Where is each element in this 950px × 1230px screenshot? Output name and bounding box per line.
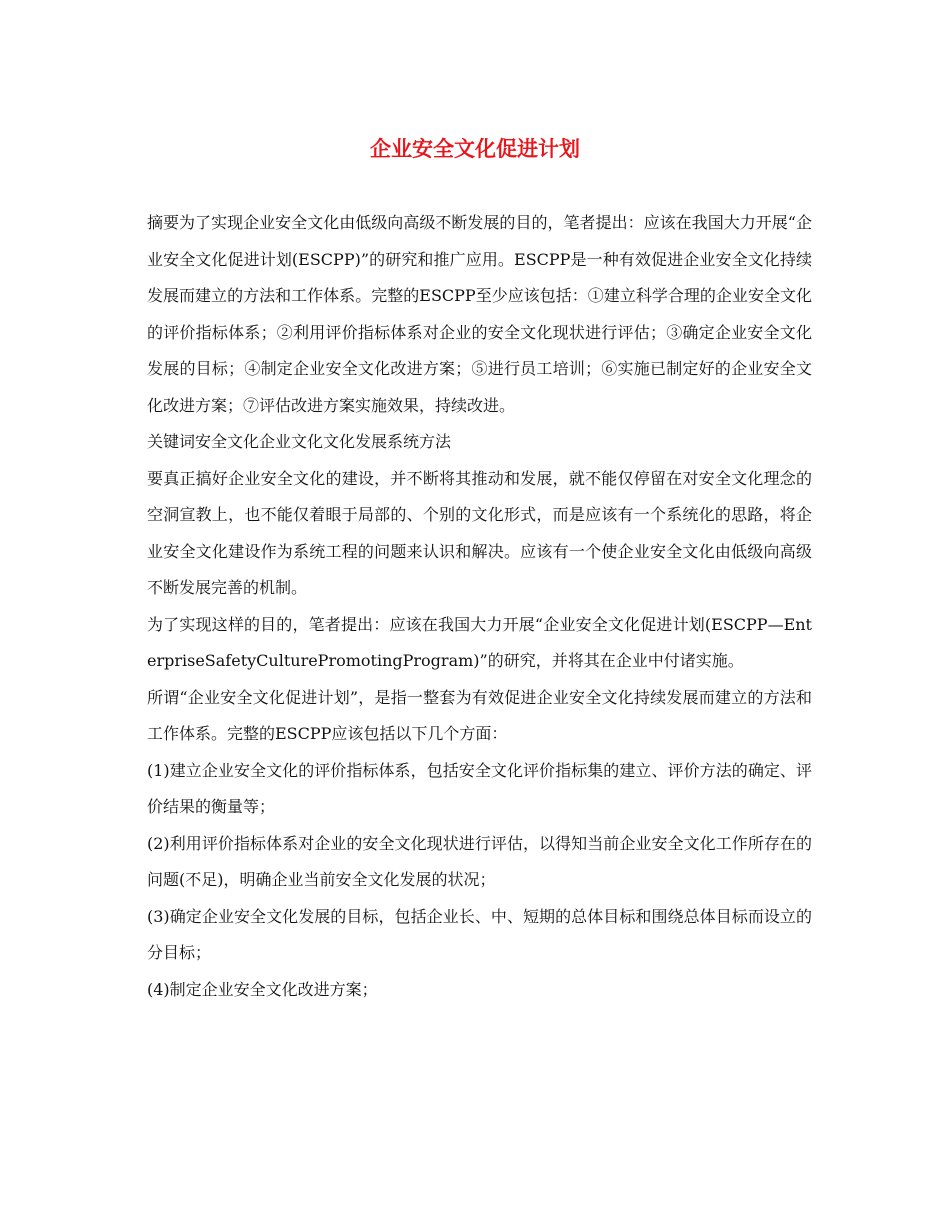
- list-item: (3)确定企业安全文化发展的目标，包括企业长、中、短期的总体目标和围绕总体目标而设立的分目标；: [147, 906, 812, 962]
- document-title: 企业安全文化促进计划: [370, 136, 580, 161]
- keywords-paragraph: 关键词安全文化企业文化文化发展系统方法: [147, 432, 452, 451]
- body-paragraph: 要真正搞好企业安全文化的建设，并不断将其推动和发展，就不能仅停留在对安全文化理念的空洞宣教上，也不能仅着眼于局部的、个别的文化形式，而是应该有一个系统化的思路，将企业安全文化建设作为系统工程的问题来认识和解决。应该有一个使企业安全文化由低级向高级不断发展完善的机制。: [147, 468, 812, 597]
- body-paragraph: 所谓“企业安全文化促进计划”，是指一整套为有效促进企业安全文化持续发展而建立的方法和工作体系。完整的ESCPP应该包括以下几个方面：: [147, 687, 812, 743]
- list-item: (2)利用评价指标体系对企业的安全文化现状进行评估，以得知当前企业安全文化工作所存在的问题(不足)，明确企业当前安全文化发展的状况；: [147, 833, 812, 889]
- body-paragraph: 为了实现这样的目的，笔者提出：应该在我国大力开展“企业安全文化促进计划(ESCPP—EnterpriseSafetyCulturePromotingProgram)”的研究，并将其在企业中付诸实施。: [147, 614, 812, 670]
- document-body: [147, 205, 812, 1008]
- list-item: (1)建立企业安全文化的评价指标体系，包括安全文化评价指标集的建立、评价方法的确定、评价结果的衡量等；: [147, 760, 812, 816]
- abstract-paragraph: 摘要为了实现企业安全文化由低级向高级不断发展的目的，笔者提出：应该在我国大力开展“企业安全文化促进计划(ESCPP)”的研究和推广应用。ESCPP是一种有效促进企业安全文化持续发展而建立的方法和工作体系。完整的ESCPP至少应该包括：①建立科学合理的企业安全文化的评价指标体系；②利用评价指标体系对企业的安全文化现状进行评估；③确定企业安全文化发展的目标；④制定企业安全文化改进方案；⑤进行员工培训；⑥实施已制定好的企业安全文化改进方案；⑦评估改进方案实施效果，持续改进。: [147, 213, 812, 415]
- list-item: (4)制定企业安全文化改进方案；: [147, 979, 378, 999]
